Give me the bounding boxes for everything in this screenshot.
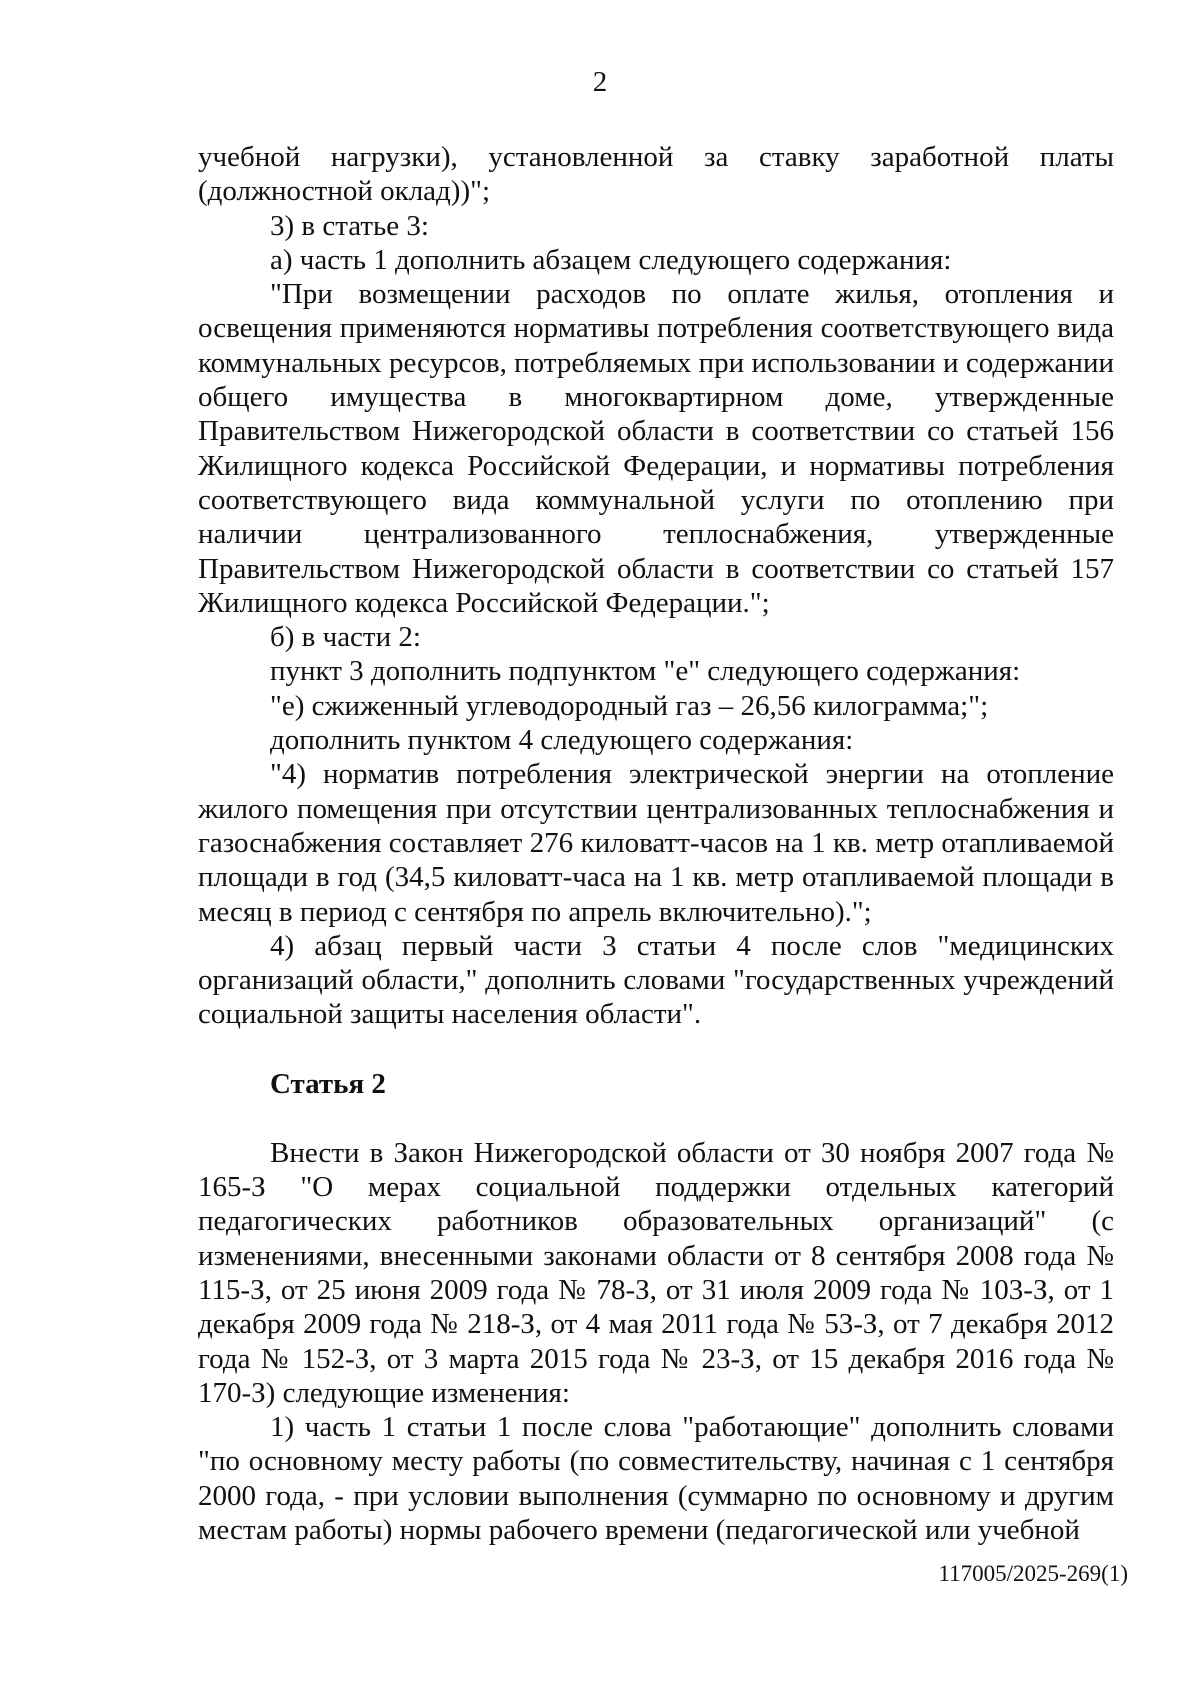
article-heading: Статья 2 — [270, 1067, 386, 1100]
paragraph: учебной нагрузки), установленной за ставку заработной платы (должностной оклад))"; — [198, 141, 1114, 208]
page-number: 2 — [592, 66, 608, 98]
paragraph: 1) часть 1 статьи 1 после слова "работающие" дополнить словами "по основному месту работы (по совместительству, начиная с 1 сентября 2000 года, - при условии выполнения (суммарно по основному и другим местам работы) нормы рабочего времени (педагогической или учебной — [198, 1411, 1114, 1546]
paragraph: дополнить пунктом 4 следующего содержания: — [270, 724, 854, 757]
article-2-text — [198, 1136, 1114, 1548]
paragraph: "4) норматив потребления электрической энергии на отопление жилого помещения при отсутствии централизованных теплоснабжения и газоснабжения составляет 276 киловатт-часов на 1 кв. метр отапливаемой площади в год (34,5 киловатт-часа на 1 кв. метр отапливаемой площади в месяц в период с сентября по апрель включительно)."; — [198, 758, 1114, 928]
paragraph: "е) сжиженный углеводородный газ – 26,56 килограмма;"; — [270, 689, 989, 722]
amendments-list — [198, 140, 1114, 1032]
paragraph: пункт 3 дополнить подпунктом "е" следующего содержания: — [270, 655, 1021, 688]
paragraph: а) часть 1 дополнить абзацем следующего содержания: — [270, 243, 952, 276]
paragraph: 3) в статье 3: — [270, 209, 429, 242]
document-code: 117005/2025-269(1) — [938, 1561, 1128, 1586]
paragraph: б) в части 2: — [270, 621, 421, 654]
document-body — [198, 140, 1114, 1547]
paragraph: Внести в Закон Нижегородской области от 30 ноября 2007 года № 165-З "О мерах социальной поддержки отдельных категорий педагогических работников образовательных организаций" (с изменениями, внесенными законами области от 8 сентября 2008 года № 115-З, от 25 июня 2009 года № 78-З, от 31 июля 2009 года № 103-З, от 1 декабря 2009 года № 218-З, от 4 мая 2011 года № 53-З, от 7 декабря 2012 года № 152-З, от 3 марта 2015 года № 23-З, от 15 декабря 2016 года № 170-З) следующие изменения: — [198, 1136, 1114, 1409]
paragraph: "При возмещении расходов по оплате жилья, отопления и освещения применяются нормативы потребления соответствующего вида коммунальных ресурсов, потребляемых при использовании и содержании общего имущества в многоквартирном доме, утвержденные Правительством Нижегородской области в соответствии со статьей 156 Жилищного кодекса Российской Федерации, и нормативы потребления соответствующего вида коммунальной услуги по отоплению при наличии централизованного теплоснабжения, утвержденные Правительством Нижегородской области в соответствии со статьей 157 Жилищного кодекса Российской Федерации."; — [198, 278, 1114, 619]
paragraph: 4) абзац первый части 3 статьи 4 после слов "медицинских организаций области," дополнить словами "государственных учреждений социальной защиты населения области". — [198, 929, 1114, 1031]
